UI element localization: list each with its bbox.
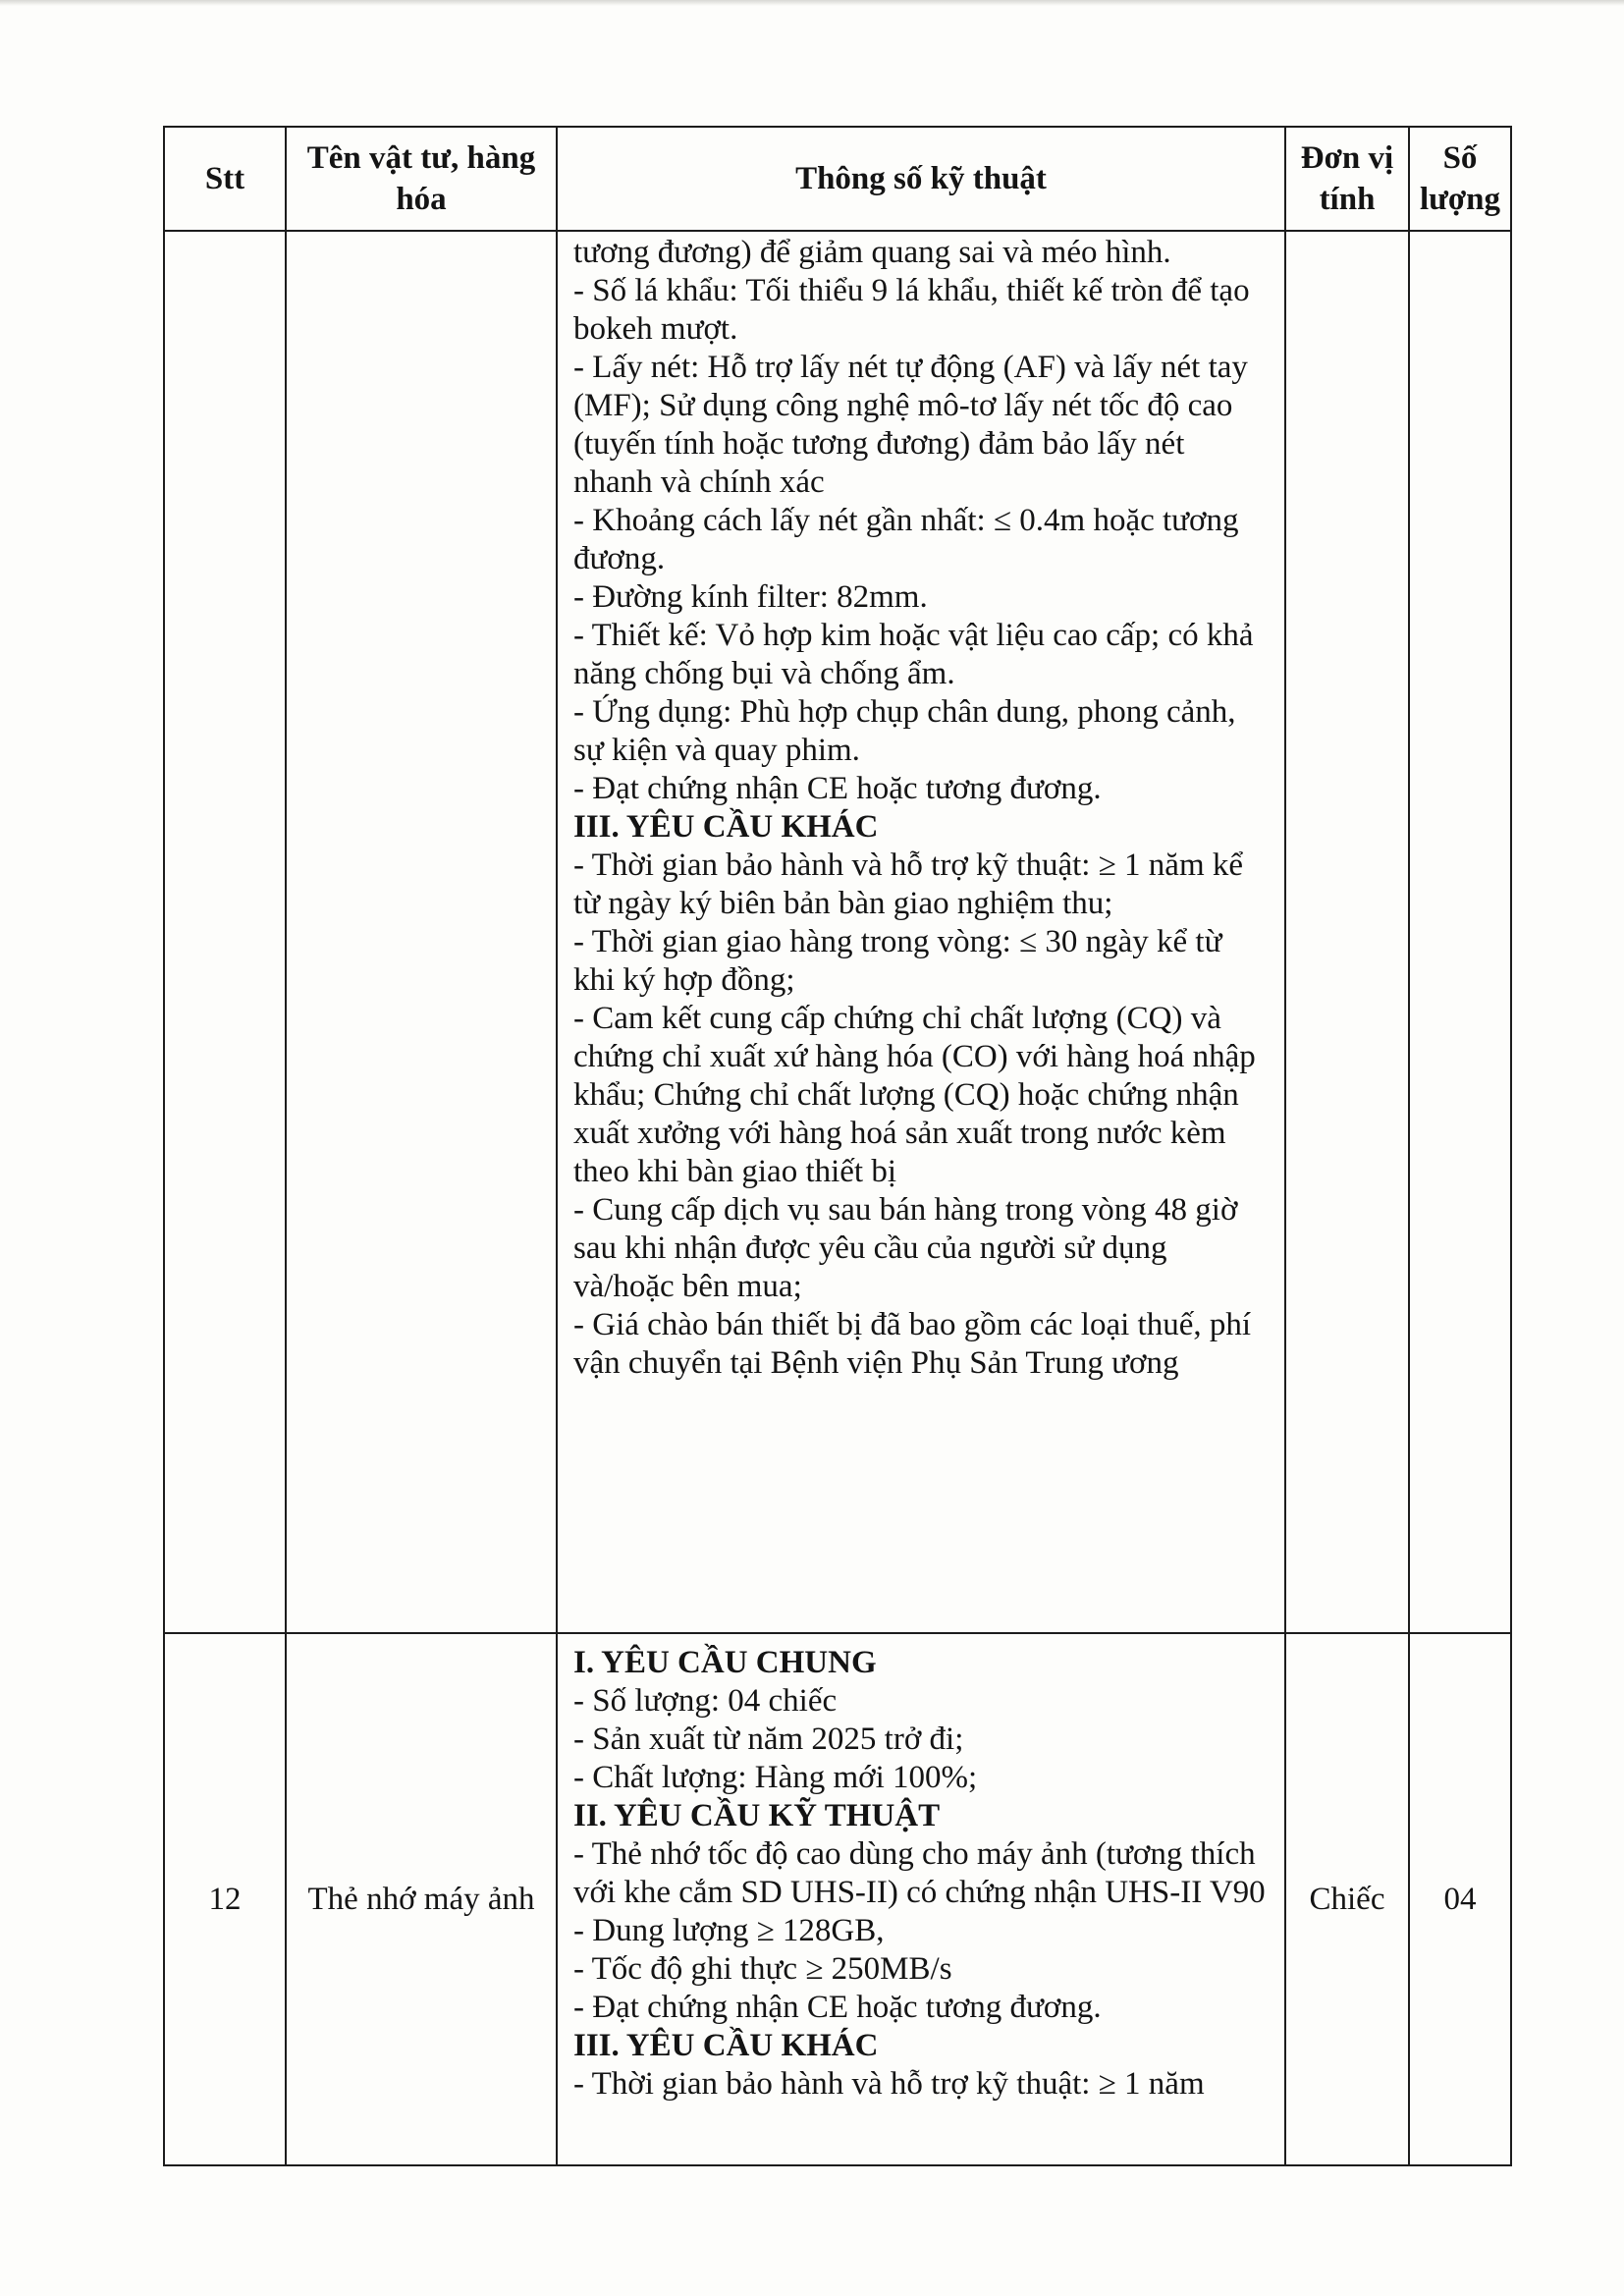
spec-section-heading: II. YÊU CẦU KỸ THUẬT [573,1798,941,1833]
cell-specs [557,231,1285,1633]
spec-line: - Thời gian giao hàng trong vòng: ≤ 30 ngày kể từ khi ký hợp đồng; [573,924,1222,998]
cell-quantity: 04 [1409,1633,1511,2165]
header-row [164,127,1511,231]
cell-item-name: Thẻ nhớ máy ảnh [286,1633,557,2165]
cell-stt [164,231,286,1633]
cell-unit: Chiếc [1285,1633,1409,2165]
spec-line: - Số lượng: 04 chiếc [573,1683,838,1719]
spec-line: - Chất lượng: Hàng mới 100%; [573,1760,978,1795]
spec-line: - Thiết kế: Vỏ hợp kim hoặc vật liệu cao cấp; có khả năng chống bụi và chống ẩm. [573,618,1254,691]
header-stt: Stt [164,127,286,231]
spec-line: - Ứng dụng: Phù hợp chụp chân dung, phong cảnh, sự kiện và quay phim. [573,694,1236,768]
spec-line: - Tốc độ ghi thực ≥ 250MB/s [573,1951,952,1987]
table-row-item-12 [164,1633,1511,2165]
cell-specs [557,1633,1285,2165]
header-specs: Thông số kỹ thuật [557,127,1285,231]
spec-line: - Thẻ nhớ tốc độ cao dùng cho máy ảnh (tương thích với khe cắm SD UHS-II) có chứng nhận UHS-II V90 [573,1836,1266,1910]
header-item-name: Tên vật tư, hàng hóa [286,127,557,231]
spec-line: - Thời gian bảo hành và hỗ trợ kỹ thuật: ≥ 1 năm [573,2066,1205,2102]
spec-line: - Khoảng cách lấy nét gần nhất: ≤ 0.4m hoặc tương đương. [573,503,1239,576]
page-top-edge [0,0,1624,6]
spec-line: - Cung cấp dịch vụ sau bán hàng trong vòng 48 giờ sau khi nhận được yêu cầu của người sử dụng và/hoặc bên mua; [573,1192,1238,1304]
spec-line: - Dung lượng ≥ 128GB, [573,1913,885,1948]
cell-stt: 12 [164,1633,286,2165]
table-row-continued [164,231,1511,1633]
cell-quantity [1409,231,1511,1633]
spec-section-heading: III. YÊU CẦU KHÁC [573,809,879,845]
cell-item-name [286,231,557,1633]
spec-line: - Thời gian bảo hành và hỗ trợ kỹ thuật: ≥ 1 năm kể từ ngày ký biên bản bàn giao nghiệm thu; [573,847,1244,921]
cell-unit [1285,231,1409,1633]
spec-line: - Lấy nét: Hỗ trợ lấy nét tự động (AF) và lấy nét tay (MF); Sử dụng công nghệ mô-tơ lấy nét tốc độ cao (tuyến tính hoặc tương đương) đảm bảo lấy nét nhanh và chính xác [573,350,1248,500]
spec-line: - Đạt chứng nhận CE hoặc tương đương. [573,771,1102,806]
spec-section-heading: III. YÊU CẦU KHÁC [573,2028,879,2063]
spec-section-heading: I. YÊU CẦU CHUNG [573,1645,877,1680]
spec-line: tương đương) để giảm quang sai và méo hình. [573,235,1171,270]
spec-line: - Sản xuất từ năm 2025 trở đi; [573,1722,964,1757]
spec-list [573,1644,1271,2104]
header-quantity: Số lượng [1409,127,1511,231]
spec-list [573,234,1271,1383]
spec-line: - Đạt chứng nhận CE hoặc tương đương. [573,1990,1102,2025]
spec-table [163,126,1512,2166]
header-unit: Đơn vị tính [1285,127,1409,231]
spec-line: - Cam kết cung cấp chứng chỉ chất lượng (CQ) và chứng chỉ xuất xứ hàng hóa (CO) với hàng hoá nhập khẩu; Chứng chỉ chất lượng (CQ) hoặc chứng nhận xuất xưởng với hàng hoá sản xuất trong nước kèm theo khi bàn giao thiết bị [573,1001,1256,1189]
spec-line: - Đường kính filter: 82mm. [573,579,928,615]
spec-line: - Số lá khẩu: Tối thiểu 9 lá khẩu, thiết kế tròn để tạo bokeh mượt. [573,273,1250,347]
spec-line: - Giá chào bán thiết bị đã bao gồm các loại thuế, phí vận chuyển tại Bệnh viện Phụ Sản Trung ương [573,1307,1252,1381]
